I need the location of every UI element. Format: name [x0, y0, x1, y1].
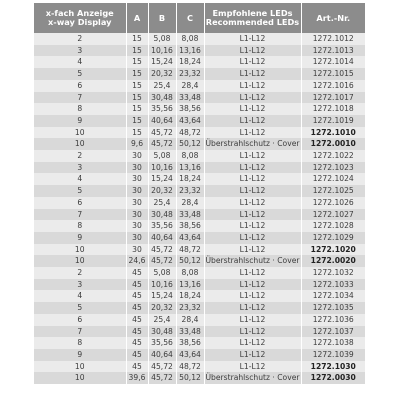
cell-c: 23,32 [176, 68, 204, 80]
cell-c: 28,4 [176, 80, 204, 92]
cell-b: 30,48 [148, 209, 176, 221]
cell-c: 18,24 [176, 290, 204, 302]
cell-leds: L1-L12 [204, 349, 301, 361]
cell-article-number: 1272.1014 [301, 56, 365, 68]
cell-c: 13,16 [176, 162, 204, 174]
cell-a: 30 [126, 197, 148, 209]
cell-display: 3 [34, 162, 126, 174]
cell-leds: L1-L12 [204, 326, 301, 338]
cell-a: 15 [126, 80, 148, 92]
cell-display: 8 [34, 103, 126, 115]
table-row [34, 185, 365, 197]
table-row [34, 33, 365, 45]
cell-c: 8,08 [176, 33, 204, 45]
table-row [34, 80, 365, 92]
cell-a: 45 [126, 349, 148, 361]
table-row [34, 162, 365, 174]
cell-leds: L1-L12 [204, 209, 301, 221]
header-display-line1: x-fach Anzeige [45, 8, 114, 18]
cell-display: 2 [34, 267, 126, 279]
cell-c: 50,12 [176, 255, 204, 267]
cell-display: 10 [34, 372, 126, 384]
cell-article-number: 1272.1026 [301, 197, 365, 209]
cell-c: 38,56 [176, 220, 204, 232]
cell-c: 48,72 [176, 361, 204, 373]
table-row [34, 279, 365, 291]
cell-leds: L1-L12 [204, 279, 301, 291]
cell-b: 15,24 [148, 173, 176, 185]
cell-a: 30 [126, 220, 148, 232]
cell-b: 45,72 [148, 255, 176, 267]
cell-c: 28,4 [176, 197, 204, 209]
cell-display: 5 [34, 185, 126, 197]
cell-leds: L1-L12 [204, 33, 301, 45]
cell-b: 5,08 [148, 150, 176, 162]
cell-b: 20,32 [148, 302, 176, 314]
cell-c: 8,08 [176, 150, 204, 162]
cell-a: 45 [126, 279, 148, 291]
header-c: C [176, 3, 204, 33]
cell-article-number: 1272.1013 [301, 45, 365, 57]
cell-article-number: 1272.1024 [301, 173, 365, 185]
cell-b: 10,16 [148, 45, 176, 57]
cell-c: 43,64 [176, 232, 204, 244]
cell-display: 7 [34, 326, 126, 338]
table-row [34, 267, 365, 279]
table-row [34, 244, 365, 256]
cell-a: 30 [126, 232, 148, 244]
cell-display: 6 [34, 80, 126, 92]
cell-c: 48,72 [176, 127, 204, 139]
cell-article-number: 1272.1032 [301, 267, 365, 279]
table-row [34, 92, 365, 104]
cell-leds: L1-L12 [204, 361, 301, 373]
cell-c: 43,64 [176, 115, 204, 127]
cell-display: 4 [34, 290, 126, 302]
cell-b: 30,48 [148, 92, 176, 104]
cell-leds: L1-L12 [204, 302, 301, 314]
table-row [34, 115, 365, 127]
header-article-number: Art.-Nr. [301, 3, 365, 33]
cell-c: 8,08 [176, 267, 204, 279]
cell-c: 33,48 [176, 209, 204, 221]
cell-leds: L1-L12 [204, 197, 301, 209]
table-row [34, 209, 365, 221]
cell-leds: L1-L12 [204, 314, 301, 326]
cell-a: 45 [126, 326, 148, 338]
cell-b: 10,16 [148, 162, 176, 174]
table-row [34, 150, 365, 162]
cell-display: 8 [34, 220, 126, 232]
cell-leds: Überstrahlschutz · Cover [205, 373, 300, 383]
cell-b: 40,64 [148, 349, 176, 361]
cell-c: 33,48 [176, 92, 204, 104]
cell-a: 30 [126, 209, 148, 221]
table-row [34, 45, 365, 57]
cell-leds: Überstrahlschutz · Cover [205, 256, 300, 266]
cell-display: 10 [34, 138, 126, 150]
table-row [34, 337, 365, 349]
cell-a: 15 [126, 56, 148, 68]
header-b: B [148, 3, 176, 33]
product-table-container [34, 3, 365, 397]
cell-a: 30 [126, 185, 148, 197]
table-row [34, 361, 365, 373]
cell-leds: L1-L12 [204, 80, 301, 92]
header-a: A [126, 3, 148, 33]
table-header [34, 3, 365, 33]
cell-a: 30 [126, 162, 148, 174]
cell-article-number: 1272.1029 [301, 232, 365, 244]
cell-article-number: 1272.1023 [301, 162, 365, 174]
header-leds-line2: Recommended LEDs [205, 17, 300, 27]
cell-display: 8 [34, 337, 126, 349]
cell-display: 3 [34, 279, 126, 291]
cell-display: 10 [34, 361, 126, 373]
cell-leds: L1-L12 [204, 220, 301, 232]
cell-a: 15 [126, 45, 148, 57]
cell-article-number: 1272.1020 [301, 244, 365, 256]
cell-article-number: 1272.1015 [301, 68, 365, 80]
table-row [34, 314, 365, 326]
cell-article-number: 1272.1033 [301, 279, 365, 291]
cell-article-number: 1272.1022 [301, 150, 365, 162]
cell-b: 15,24 [148, 290, 176, 302]
cell-a: 45 [126, 337, 148, 349]
cell-display: 5 [34, 68, 126, 80]
cell-c: 28,4 [176, 314, 204, 326]
cell-article-number: 1272.1016 [301, 80, 365, 92]
cell-leds: L1-L12 [204, 150, 301, 162]
table-row [34, 68, 365, 80]
cell-display: 2 [34, 33, 126, 45]
cell-a: 15 [126, 103, 148, 115]
cell-leds: L1-L12 [204, 162, 301, 174]
cell-display: 4 [34, 56, 126, 68]
table-row [34, 138, 365, 150]
cell-b: 10,16 [148, 279, 176, 291]
cell-a: 39,6 [126, 372, 148, 384]
cell-b: 15,24 [148, 56, 176, 68]
cell-leds: L1-L12 [204, 45, 301, 57]
cell-article-number: 1272.1035 [301, 302, 365, 314]
cell-leds: L1-L12 [204, 103, 301, 115]
header-display-line2: x-way Display [48, 17, 112, 27]
cell-article-number: 1272.1018 [301, 103, 365, 115]
cell-c: 38,56 [176, 337, 204, 349]
cell-leds: L1-L12 [204, 185, 301, 197]
cell-a: 45 [126, 290, 148, 302]
cell-a: 45 [126, 314, 148, 326]
cell-article-number: 1272.1037 [301, 326, 365, 338]
table-row [34, 302, 365, 314]
table-row [34, 127, 365, 139]
cell-display: 9 [34, 115, 126, 127]
cell-b: 45,72 [148, 361, 176, 373]
cell-a: 45 [126, 267, 148, 279]
cell-leds: L1-L12 [204, 56, 301, 68]
cell-display: 10 [34, 244, 126, 256]
cell-display: 10 [34, 127, 126, 139]
cell-c: 43,64 [176, 349, 204, 361]
cell-leds: L1-L12 [204, 232, 301, 244]
cell-b: 25,4 [148, 80, 176, 92]
table-body [34, 33, 365, 384]
cell-b: 40,64 [148, 115, 176, 127]
table-row [34, 349, 365, 361]
cell-c: 23,32 [176, 185, 204, 197]
cell-a: 30 [126, 244, 148, 256]
cell-b: 45,72 [148, 127, 176, 139]
cell-leds: L1-L12 [204, 92, 301, 104]
cell-article-number: 1272.1028 [301, 220, 365, 232]
cell-c: 23,32 [176, 302, 204, 314]
cell-c: 50,12 [176, 372, 204, 384]
cell-article-number: 1272.1036 [301, 314, 365, 326]
cell-display: 5 [34, 302, 126, 314]
cell-article-number: 1272.1012 [301, 33, 365, 45]
cell-a: 15 [126, 68, 148, 80]
cell-b: 45,72 [148, 244, 176, 256]
cell-leds: L1-L12 [204, 127, 301, 139]
cell-article-number: 1272.0030 [301, 372, 365, 384]
cell-leds: L1-L12 [204, 337, 301, 349]
cell-c: 38,56 [176, 103, 204, 115]
table-row [34, 56, 365, 68]
cell-leds: L1-L12 [204, 173, 301, 185]
cell-c: 18,24 [176, 173, 204, 185]
cell-b: 20,32 [148, 185, 176, 197]
cell-article-number: 1272.1038 [301, 337, 365, 349]
cell-a: 15 [126, 127, 148, 139]
cell-b: 35,56 [148, 337, 176, 349]
table-row [34, 255, 365, 267]
cell-leds: L1-L12 [204, 68, 301, 80]
table-row [34, 197, 365, 209]
cell-article-number: 1272.0010 [301, 138, 365, 150]
cell-display: 9 [34, 232, 126, 244]
cell-c: 13,16 [176, 279, 204, 291]
cell-article-number: 1272.0020 [301, 255, 365, 267]
product-table [34, 3, 365, 384]
cell-c: 13,16 [176, 45, 204, 57]
cell-b: 45,72 [148, 372, 176, 384]
cell-c: 33,48 [176, 326, 204, 338]
cell-leds: L1-L12 [204, 244, 301, 256]
cell-a: 30 [126, 173, 148, 185]
cell-display: 6 [34, 314, 126, 326]
header-display [34, 3, 126, 33]
cell-a: 24,6 [126, 255, 148, 267]
cell-article-number: 1272.1039 [301, 349, 365, 361]
cell-leds: L1-L12 [204, 290, 301, 302]
cell-c: 18,24 [176, 56, 204, 68]
cell-leds: Überstrahlschutz · Cover [205, 139, 300, 149]
cell-b: 25,4 [148, 197, 176, 209]
cell-article-number: 1272.1027 [301, 209, 365, 221]
cell-display: 2 [34, 150, 126, 162]
cell-article-number: 1272.1030 [301, 361, 365, 373]
cell-display: 7 [34, 92, 126, 104]
cell-article-number: 1272.1017 [301, 92, 365, 104]
cell-article-number: 1272.1034 [301, 290, 365, 302]
cell-c: 48,72 [176, 244, 204, 256]
header-leds [204, 3, 301, 33]
cell-a: 15 [126, 33, 148, 45]
cell-display: 7 [34, 209, 126, 221]
header-row [34, 3, 365, 33]
cell-leds: L1-L12 [204, 267, 301, 279]
cell-b: 5,08 [148, 267, 176, 279]
cell-b: 45,72 [148, 138, 176, 150]
cell-a: 9,6 [126, 138, 148, 150]
cell-a: 45 [126, 361, 148, 373]
cell-a: 30 [126, 150, 148, 162]
cell-b: 35,56 [148, 103, 176, 115]
cell-b: 20,32 [148, 68, 176, 80]
cell-display: 4 [34, 173, 126, 185]
cell-article-number: 1272.1010 [301, 127, 365, 139]
cell-b: 35,56 [148, 220, 176, 232]
table-row [34, 326, 365, 338]
table-row [34, 290, 365, 302]
cell-leds: L1-L12 [204, 115, 301, 127]
cell-b: 5,08 [148, 33, 176, 45]
cell-a: 15 [126, 92, 148, 104]
cell-a: 15 [126, 115, 148, 127]
table-row [34, 103, 365, 115]
cell-b: 40,64 [148, 232, 176, 244]
cell-article-number: 1272.1025 [301, 185, 365, 197]
cell-b: 30,48 [148, 326, 176, 338]
table-row [34, 173, 365, 185]
cell-display: 3 [34, 45, 126, 57]
cell-b: 25,4 [148, 314, 176, 326]
table-row [34, 232, 365, 244]
cell-display: 6 [34, 197, 126, 209]
cell-display: 9 [34, 349, 126, 361]
table-row [34, 372, 365, 384]
table-row [34, 220, 365, 232]
cell-a: 45 [126, 302, 148, 314]
cell-display: 10 [34, 255, 126, 267]
cell-c: 50,12 [176, 138, 204, 150]
cell-article-number: 1272.1019 [301, 115, 365, 127]
header-leds-line1: Empfohlene LEDs [212, 8, 293, 18]
